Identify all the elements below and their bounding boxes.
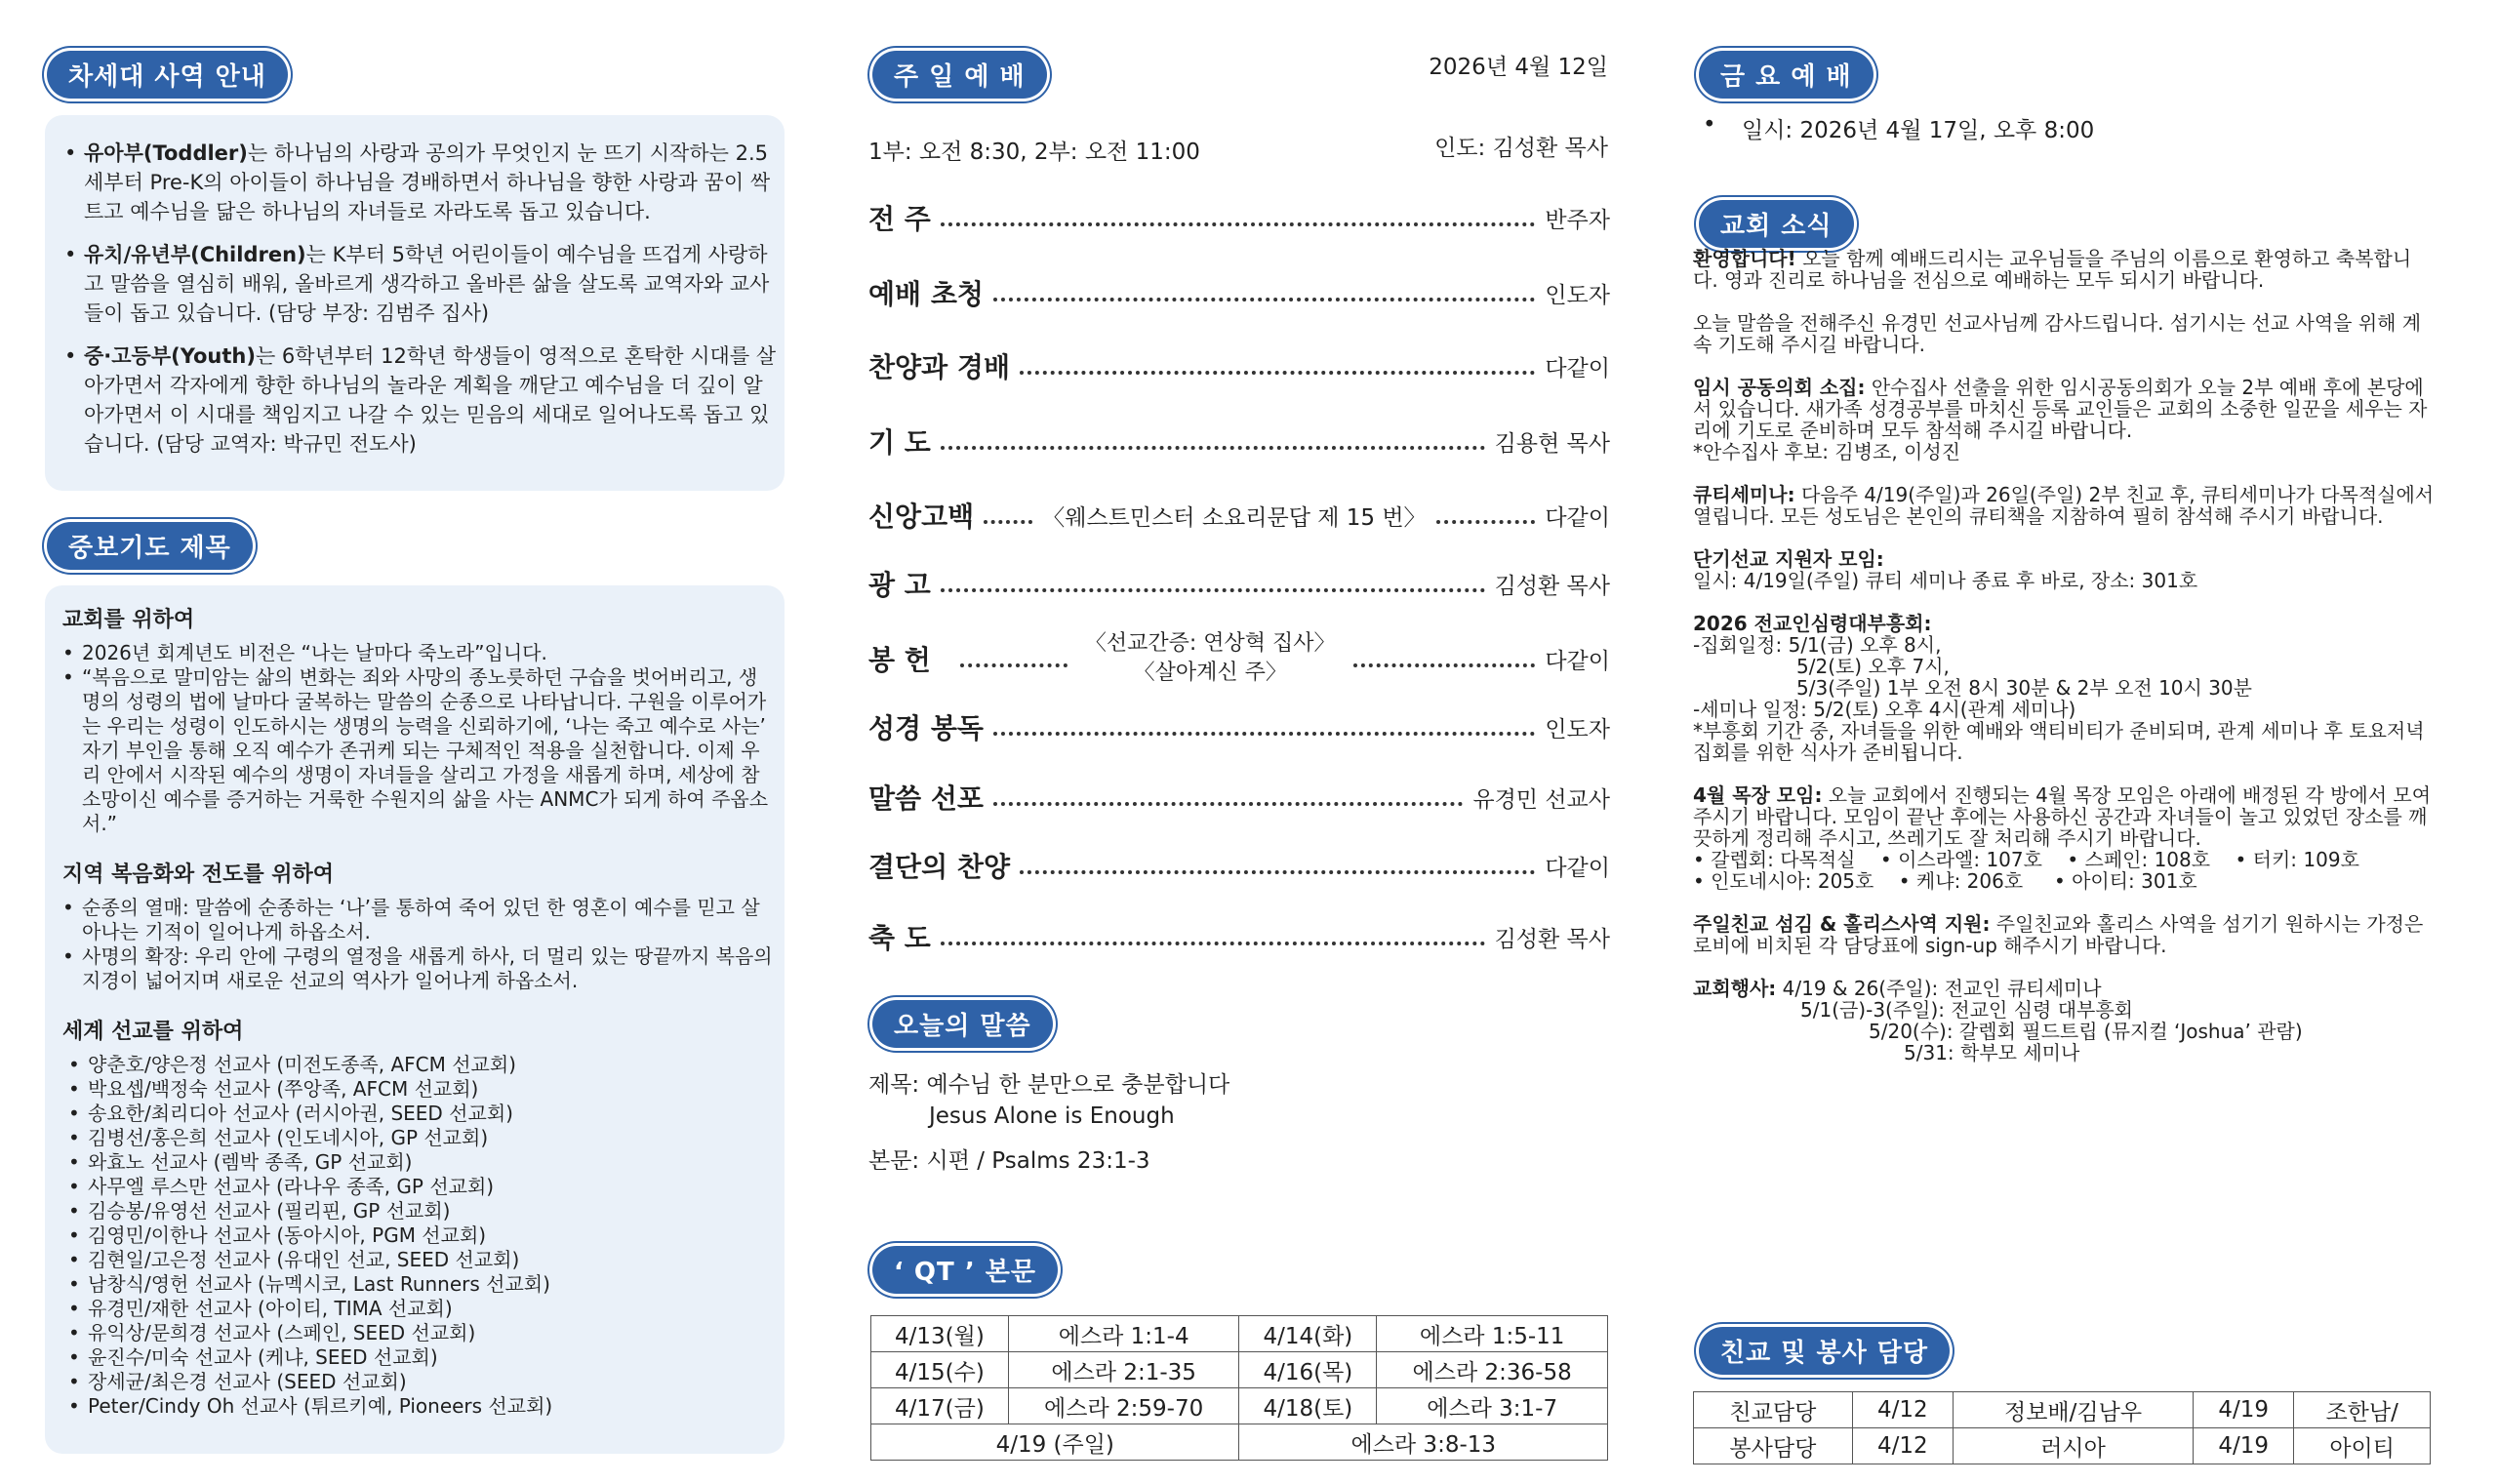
- news-mokjang: 4월 목장 모임: 오늘 교회에서 진행되는 4월 목장 모임은 아래에 배정된 각 방에서 모여주시기 바랍니다. 모임이 끝난 후에는 사용하신 공간과 자녀들이 놀고 있었던 장소를 깨끗하게 정리해 주시고, 쓰레기도 잘 처리해 주시기 바랍니다. • 갈렙회: 다목적실 • 이스라엘: 107호 • 스페인: 108호 • 터키: 109호 • 인도네시아: 205호 • 케냐: 206호 • 아이티: 301호: [1693, 783, 2432, 893]
- table-row: 4/15(수) 에스라 2:1-35 4/16(목) 에스라 2:36-58: [871, 1352, 1608, 1388]
- church-list: [62, 641, 773, 836]
- order-name: 축 도: [868, 922, 931, 954]
- order-row: [868, 702, 1610, 751]
- order-name: 광 고: [868, 569, 931, 601]
- order-name: 전 주: [868, 203, 931, 235]
- order-person: 인도자: [1545, 282, 1610, 308]
- list-item: • 김영민/이한나 선교사 (동아시아, PGM 선교회): [68, 1223, 773, 1248]
- leader-dots: [941, 928, 1485, 945]
- order-person: 인도자: [1545, 716, 1610, 742]
- list-item: • 김병선/홍은희 선교사 (인도네시아, GP 선교회): [68, 1126, 773, 1150]
- list-item: • “복음으로 말미암는 삶의 변화는 죄와 사망의 종노릇하던 구습을 벗어버리고, 생명의 성령의 법에 날마다 굴복하는 말씀의 순종으로 나타납니다. 구원을 이루어가는 우리는 성령이 인도하시는 생명의 능력을 신뢰하기에, ‘나는 죽고 예수로 사는’ 자기 부인을 통해 오직 예수가 존귀케 되는 구체적인 적용을 실천합니다. 이제 우리 안에서 시작된 예수의 생명이 자녀들을 살리고 가정을 새롭게 하며, 세상에 참 소망이신 예수를 증거하는 거룩한 수원지의 삶을 사는 ANMC가 되게 하여 주옵소서.”: [62, 665, 773, 836]
- list-item: • 유경민/재한 선교사 (아이티, TIMA 선교회): [68, 1297, 773, 1321]
- order-person: 반주자: [1545, 207, 1610, 233]
- leader-dots: [1436, 506, 1536, 524]
- next-gen-list: [64, 139, 777, 459]
- list-item: • 유치/유년부(Children)는 K부터 5학년 어린이들이 예수님을 뜨겁게 사랑하고 말씀을 열심히 배워, 올바르게 생각하고 올바른 삶을 살도록 교역자와 교사들이 돕고 있습니다. (담당 부장: 김범주 집사): [64, 240, 777, 328]
- leader-dots: [941, 432, 1485, 450]
- sermon-info: [868, 1069, 1229, 1177]
- order-row: [868, 491, 1610, 540]
- order-person: 다같이: [1545, 855, 1610, 881]
- local-heading: 지역 복음화와 전도를 위하여: [62, 862, 335, 887]
- order-name: 말씀 선포: [868, 782, 984, 815]
- leader-dots: [941, 209, 1535, 226]
- order-name: 신앙고백: [868, 501, 975, 533]
- list-item: • 2026년 회계년도 비전은 “나는 날마다 죽노라”입니다.: [62, 641, 773, 665]
- news-events: 교회행사: 4/19 & 26(주일): 전교인 큐티세미나 5/1(금)-3(주일): 전교인 심령 대부흥회 5/20(수): 갈렙회 필드트립 (뮤지컬 ‘Joshua’ 관람) 5/31: 학부모 세미나: [1693, 977, 2303, 1064]
- leader-dots: [1020, 857, 1535, 874]
- order-row: [868, 193, 1610, 242]
- news-title: 교회 소식: [1699, 200, 1854, 248]
- order-person: 다같이: [1545, 355, 1610, 381]
- service-times: 1부: 오전 8:30, 2부: 오전 11:00: [868, 140, 1200, 165]
- list-item: • 남창식/영헌 선교사 (뉴멕시코, Last Runners 선교회): [68, 1272, 773, 1297]
- table-row: 4/17(금) 에스라 2:59-70 4/18(토) 에스라 3:1-7: [871, 1388, 1608, 1424]
- order-name: 봉 헌: [868, 644, 931, 676]
- list-item: • 윤진수/미숙 선교사 (케냐, SEED 선교회): [68, 1345, 773, 1370]
- list-item: • 사명의 확장: 우리 안에 구령의 열정을 새롭게 하사, 더 멀리 있는 땅끝까지 복음의 지경이 넓어지며 새로운 선교의 역사가 일어나게 하옵소서.: [62, 944, 773, 993]
- qt-table: [870, 1315, 1608, 1461]
- list-item: • 유아부(Toddler)는 하나님의 사랑과 공의가 무엇인지 눈 뜨기 시작하는 2.5세부터 Pre-K의 아이들이 하나님을 경배하면서 하나님을 향한 사랑과 꿈이 싹트고 예수님을 닮은 하나님의 자녀들로 자라도록 돕고 있습니다.: [64, 139, 777, 226]
- sermon-title-en: Jesus Alone is Enough: [929, 1103, 1175, 1129]
- news-revival: 2026 전교인심령대부흥회: -집회일정: 5/1(금) 오후 8시, 5/2(토) 오후 7시, 5/3(주일) 1부 오전 8시 30분 & 2부 오전 10시 30분 -세미나 일정: 5/2(토) 오후 4시(관계 세미나) *부흥회 기간 중, 자녀들을 위한 예배와 액티비티가 준비되며, 관계 세미나 후 토요저녁 집회를 위한 식사가 준비됩니다.: [1693, 612, 2425, 764]
- table-row: 친교담당 4/12 정보배/김남우 4/19 조한남/: [1694, 1392, 2431, 1428]
- news-short-term: 단기선교 지원자 모임: 일시: 4/19일(주일) 큐티 세미나 종료 후 바로, 장소: 301호: [1693, 547, 2198, 592]
- order-row: [868, 268, 1610, 317]
- order-name: 성경 봉독: [868, 712, 984, 744]
- news-content: [1693, 248, 2435, 1085]
- sermon-title: 제목: 예수님 한 분만으로 충분합니다: [868, 1072, 1230, 1098]
- list-item: • 박요셉/백정숙 선교사 (쭈앙족, AFCM 선교회): [68, 1077, 773, 1102]
- list-item: • 유익상/문희경 선교사 (스페인, SEED 선교회): [68, 1321, 773, 1345]
- leader-dots: [1353, 650, 1536, 667]
- order-person: 김용현 목사: [1494, 430, 1610, 457]
- list-item: • Peter/Cindy Oh 선교사 (튀르키예, Pioneers 선교회): [68, 1394, 773, 1419]
- news-fellowship: 주일친교 섬김 & 홀리스사역 지원: 주일친교와 홀리스 사역을 섬기기 원하시는 가정은 로비에 비치된 각 담당표에 sign-up 해주시기 바랍니다.: [1693, 912, 2424, 957]
- sunday-title: 주 일 예 배: [872, 51, 1047, 99]
- prayer-box: [45, 585, 785, 1454]
- order-row: [868, 559, 1610, 608]
- leader-dots: [993, 788, 1463, 806]
- prayer-content: [62, 603, 773, 1419]
- order-name: 찬양과 경배: [868, 351, 1010, 383]
- friday-time: • 일시: 2026년 4월 17일, 오후 8:00: [1703, 112, 2094, 144]
- leader-dots: [1020, 357, 1535, 375]
- order-row: [868, 773, 1610, 822]
- qt-title: ‘ QT ’ 본문: [872, 1246, 1058, 1294]
- list-item: • 사무엘 루스만 선교사 (라나우 종족, GP 선교회): [68, 1175, 773, 1199]
- order-row: [868, 417, 1610, 465]
- leader-dots: [984, 506, 1032, 524]
- order-row: [868, 341, 1610, 390]
- news-qt: 큐티세미나: 다음주 4/19(주일)과 26일(주일) 2부 친교 후, 큐티세미나가 다목적실에서 열립니다. 모든 성도님은 본인의 큐티책을 지참하여 필히 참석해 주시기 바랍니다.: [1693, 483, 2435, 528]
- list-item: • 송요한/최리디아 선교사 (러시아권, SEED 선교회): [68, 1102, 773, 1126]
- next-gen-title: 차세대 사역 안내: [47, 51, 288, 99]
- service-date: 2026년 4월 12일: [1429, 55, 1608, 80]
- next-gen-box: [45, 115, 785, 491]
- friday-title: 금 요 예 배: [1699, 51, 1874, 99]
- order-name: 예배 초청: [868, 278, 984, 310]
- service-leader: 인도: 김성환 목사: [1434, 136, 1608, 161]
- list-item: • 김승봉/유영선 선교사 (필리핀, GP 선교회): [68, 1199, 773, 1223]
- news-welcome: 환영합니다! 오늘 함께 예배드리시는 교우님들을 주님의 이름으로 환영하고 축복합니다. 영과 진리로 하나님을 전심으로 예배하는 모두 되시기 바랍니다.: [1693, 247, 2412, 292]
- mission-list: [62, 1053, 773, 1419]
- order-row: [868, 624, 1610, 693]
- offering-notes: 〈선교간증: 연상혁 집사〉 〈살아계신 주〉: [1084, 631, 1336, 685]
- news-thanks: 오늘 말씀을 전해주신 유경민 선교사님께 감사드립니다. 섬기시는 선교 사역을 위해 계속 기도해 주시길 바랍니다.: [1693, 311, 2422, 356]
- order-name: 결단의 찬양: [868, 851, 1010, 883]
- order-person: 김성환 목사: [1494, 573, 1610, 599]
- leader-dots: [993, 284, 1535, 301]
- news-council: 임시 공동의회 소집: 안수집사 선출을 위한 임시공동의회가 오늘 2부 예배 후에 본당에서 있습니다. 새가족 성경공부를 마치신 등록 교인들은 교회의 소중한 일꾼을 세우는 자리에 기도로 준비하며 모두 참석해 주시길 바랍니다. *안수집사 후보: 김병조, 이성진: [1693, 376, 2428, 463]
- leader-dots: [993, 718, 1535, 736]
- duty-table: [1693, 1391, 2431, 1464]
- order-person: 김성환 목사: [1494, 926, 1610, 952]
- table-row: 4/13(월) 에스라 1:1-4 4/14(화) 에스라 1:5-11: [871, 1316, 1608, 1352]
- table-row: 4/19 (주일) 에스라 3:8-13: [871, 1424, 1608, 1461]
- local-list: [62, 896, 773, 993]
- order-person: 유경민 선교사: [1472, 786, 1610, 813]
- mission-heading: 세계 선교를 위하여: [62, 1020, 244, 1044]
- table-row: 봉사담당 4/12 러시아 4/19 아이티: [1694, 1428, 2431, 1464]
- list-item: • 와효노 선교사 (렘박 종족, GP 선교회): [68, 1150, 773, 1175]
- order-name: 기 도: [868, 426, 931, 459]
- leader-dots: [941, 575, 1485, 592]
- duty-title: 친교 및 봉사 담당: [1699, 1327, 1950, 1375]
- church-heading: 교회를 위하여: [62, 608, 195, 632]
- prayer-title: 중보기도 제목: [47, 522, 253, 570]
- sermon-text: 본문: 시편 / Psalms 23:1-3: [868, 1148, 1150, 1174]
- leader-dots: [960, 650, 1068, 667]
- order-row: [868, 841, 1610, 890]
- word-title: 오늘의 말씀: [872, 1000, 1053, 1048]
- list-item: • 양춘호/양은정 선교사 (미전도종족, AFCM 선교회): [68, 1053, 773, 1077]
- list-item: • 장세균/최은경 선교사 (SEED 선교회): [68, 1370, 773, 1394]
- order-person: 다같이: [1545, 648, 1610, 674]
- list-item: • 중·고등부(Youth)는 6학년부터 12학년 학생들이 영적으로 혼탁한 시대를 살아가면서 각자에게 향한 하나님의 놀라운 계획을 깨닫고 예수님을 더 깊이 알아가면서 이 시대를 책임지고 나갈 수 있는 믿음의 세대로 일어나도록 돕고 있습니다. (담당 교역자: 박규민 전도사): [64, 341, 777, 459]
- list-item: • 순종의 열매: 말씀에 순종하는 ‘나’를 통하여 죽어 있던 한 영혼이 예수를 믿고 살아나는 기적이 일어나게 하옵소서.: [62, 896, 773, 944]
- order-middle: 〈웨스트민스터 소요리문답 제 15 번〉: [1042, 504, 1427, 531]
- order-person: 다같이: [1545, 504, 1610, 531]
- friday-info: [1703, 112, 2094, 144]
- order-row: [868, 912, 1610, 961]
- list-item: • 김현일/고은정 선교사 (유대인 선교, SEED 선교회): [68, 1248, 773, 1272]
